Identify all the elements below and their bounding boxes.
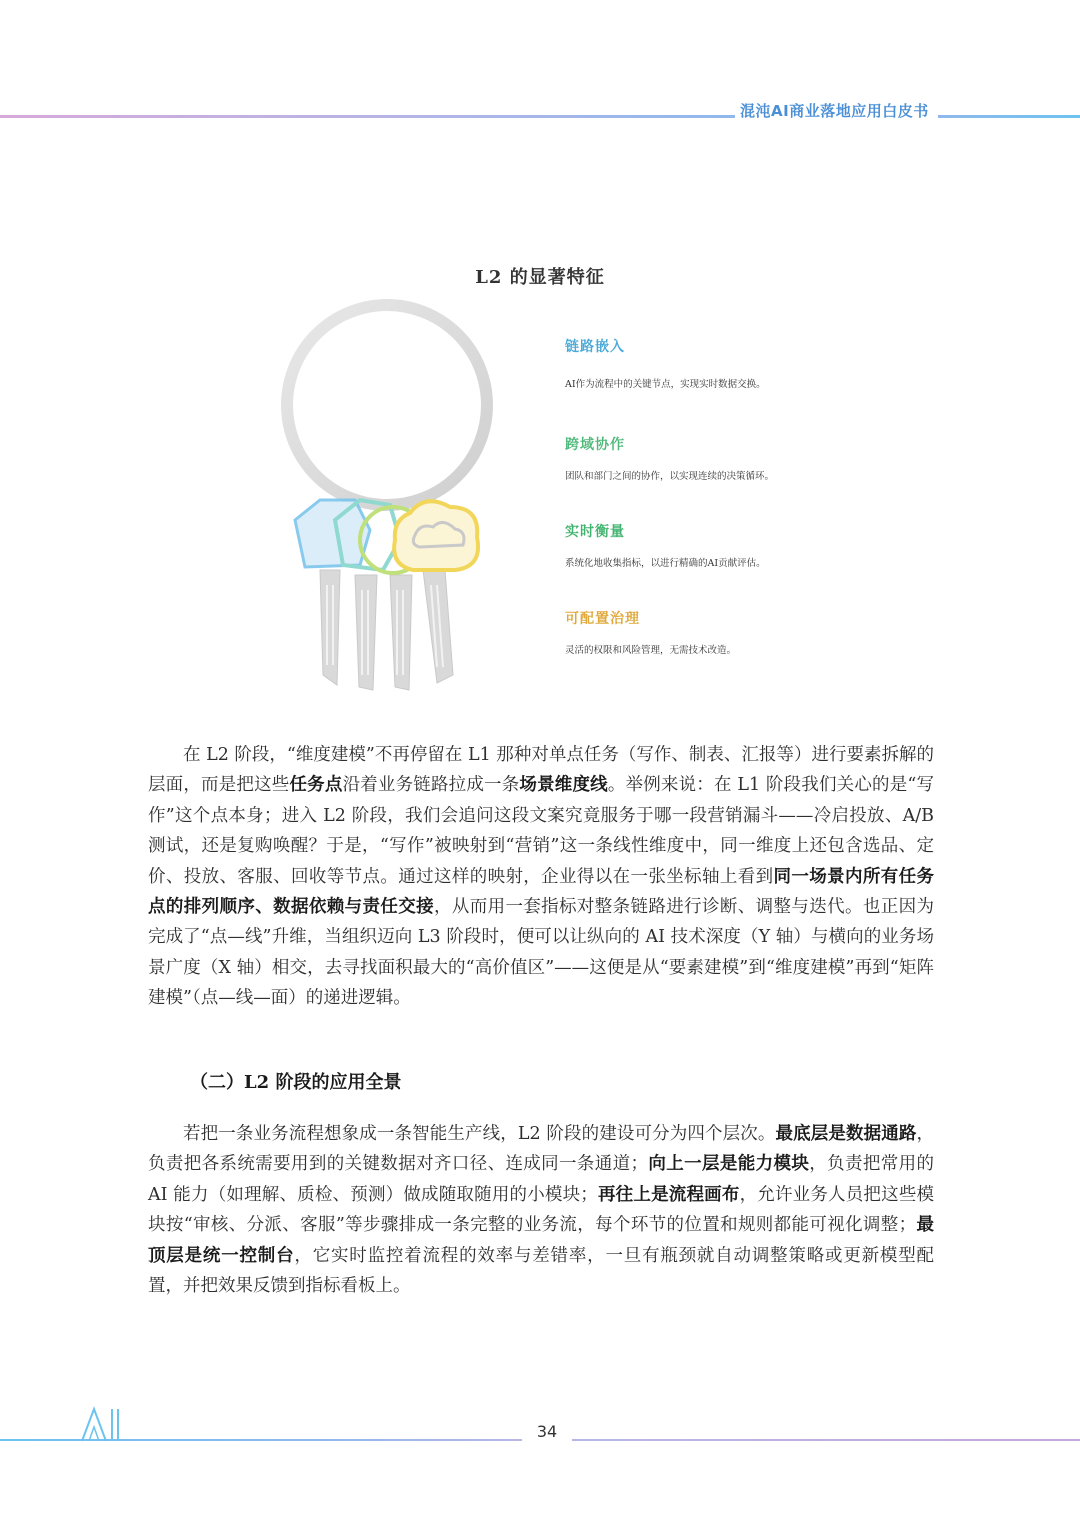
text-run: ，负责把常用的 AI 能力（如理解、质检、预测）做成随取随用的小模块； bbox=[148, 1154, 935, 1205]
text-run: ，从而用一套指标对整条链路进行诊断、调整与迭代。也正因为完成了“点—线”升维，当组织迈向 L3 阶段时，便可以让纵向的 AI 技术深度（Y 轴）与横向的业务场景广度（X 轴）相交，去寻找面积最大的“高价值区”——这便是从“要素建模”到“维度建模”再到“矩阵建模”（点—线—面）的递进逻辑。 bbox=[148, 897, 934, 1009]
bold-run: 最底层是数据通路 bbox=[775, 1124, 917, 1144]
footer-rule-left bbox=[0, 1439, 522, 1441]
feature-title: 实时衡量 bbox=[565, 524, 625, 540]
bold-run: 同一场景内所有任务点的排列顺序、数据依赖与责任交接 bbox=[148, 866, 935, 918]
feature-title: 跨域协作 bbox=[565, 437, 625, 453]
bold-run: 场景维度线 bbox=[519, 775, 608, 796]
feature-desc: 灵活的权限和风险管理，无需技术改造。 bbox=[565, 645, 737, 656]
bold-run: 再往上是流程画布 bbox=[597, 1184, 740, 1205]
feature-link-embedding bbox=[565, 336, 825, 392]
ai-logo-icon bbox=[80, 1405, 130, 1443]
feature-title: 链路嵌入 bbox=[565, 339, 625, 355]
feature-desc: 团队和部门之间的协作，以实现连续的决策循环。 bbox=[565, 471, 775, 482]
feature-cross-domain bbox=[565, 434, 825, 484]
bold-run: 任务点 bbox=[289, 775, 343, 796]
text-run: 。举例来说：在 L1 阶段我们关心的是“写作”这个点本身；进入 L2 阶段，我们会追问这段文案究竟服务于哪一段营销漏斗——冷启投放、A/B 测试，还是复购唤醒？于是，“写作”被映射到“营销”这一条线性维度中，同一维度上还包含选品、定价、投放、客服、回收等节点。通过这样的映射，企业得以在一张坐标轴上看到 bbox=[148, 775, 935, 887]
text-run: ，负责把各系统需要用到的关键数据对齐口径、连成同一条通道； bbox=[148, 1124, 934, 1175]
feature-realtime-measure bbox=[565, 521, 825, 571]
feature-desc: AI作为流程中的关键节点，实现实时数据交换。 bbox=[565, 379, 766, 390]
keyring-illustration bbox=[265, 295, 510, 695]
text-run: 沿着业务链路拉成一条 bbox=[342, 775, 520, 796]
body-paragraph-1 bbox=[148, 740, 934, 1014]
key-shafts bbox=[320, 570, 453, 690]
bold-run: 最顶层是统一控制台 bbox=[148, 1215, 935, 1266]
feature-configurable-governance bbox=[565, 608, 825, 658]
body-paragraph-2 bbox=[148, 1119, 934, 1301]
text-run: 在 L2 阶段，“维度建模”不再停留在 L1 那种对单点任务（写作、制表、汇报等）进行要素拆解的层面，而是把这些 bbox=[148, 745, 934, 796]
figure-title: L2 的显著特征 bbox=[475, 267, 605, 288]
header-rule bbox=[0, 115, 735, 118]
section-subheading: （二）L2 阶段的应用全景 bbox=[190, 1072, 402, 1093]
footer-rule-right bbox=[572, 1439, 1080, 1441]
running-header-title: 混沌AI商业落地应用白皮书 bbox=[740, 102, 929, 120]
feature-desc: 系统化地收集指标，以进行精确的AI贡献评估。 bbox=[565, 558, 766, 569]
feature-title: 可配置治理 bbox=[565, 611, 640, 627]
text-run: 若把一条业务流程想象成一条智能生产线，L2 阶段的建设可分为四个层次。 bbox=[183, 1124, 776, 1144]
text-run: ，允许业务人员把这些模块按“审核、分派、客服”等步骤排成一条完整的业务流，每个环节的位置和规则都能可视化调整； bbox=[148, 1184, 935, 1236]
key-ring bbox=[287, 305, 487, 505]
header-rule-right bbox=[938, 115, 1080, 118]
text-run: ，它实时监控着流程的效率与差错率，一旦有瓶颈就自动调整策略或更新模型配置，并把效果反馈到指标看板上。 bbox=[148, 1245, 935, 1297]
page-number: 34 bbox=[536, 1422, 558, 1441]
bold-run: 向上一层是能力模块 bbox=[648, 1154, 810, 1175]
svg-text:AI: AI bbox=[80, 1405, 82, 1406]
